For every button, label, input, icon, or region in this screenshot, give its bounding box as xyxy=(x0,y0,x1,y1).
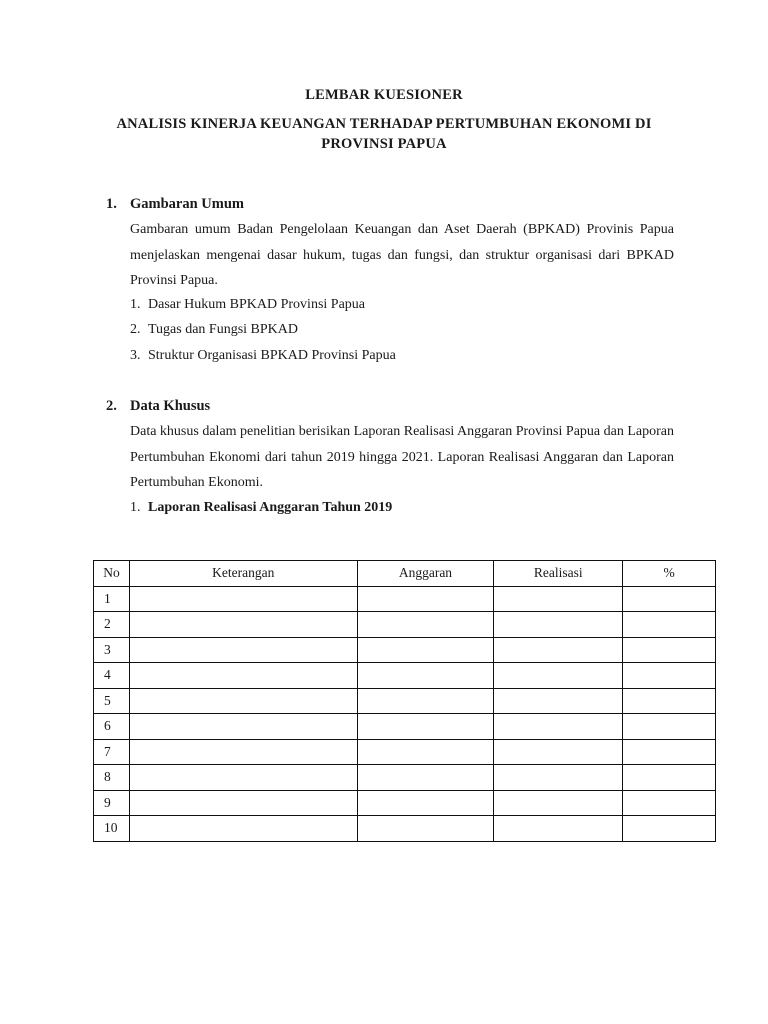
cell-anggaran xyxy=(357,790,494,816)
cell-persen xyxy=(623,714,716,740)
cell-no: 3 xyxy=(94,637,130,663)
cell-anggaran xyxy=(357,714,494,740)
cell-no: 7 xyxy=(94,739,130,765)
document-subtitle: ANALISIS KINERJA KEUANGAN TERHADAP PERTUMBUHAN EKONOMI DI PROVINSI PAPUA xyxy=(116,116,652,152)
table-row xyxy=(94,765,716,791)
cell-realisasi xyxy=(494,816,623,842)
column-header-anggaran: Anggaran xyxy=(357,561,494,587)
cell-anggaran xyxy=(357,816,494,842)
table-row xyxy=(94,663,716,689)
list-item-text: Tugas dan Fungsi BPKAD xyxy=(148,322,299,337)
column-header-keterangan: Keterangan xyxy=(129,561,357,587)
cell-persen xyxy=(623,637,716,663)
table-row xyxy=(94,816,716,842)
cell-no: 2 xyxy=(94,612,130,638)
cell-anggaran xyxy=(357,586,494,612)
cell-no: 9 xyxy=(94,790,130,816)
cell-no: 4 xyxy=(94,663,130,689)
cell-no: 1 xyxy=(94,586,130,612)
section-title: Data Khusus xyxy=(130,398,211,414)
cell-anggaran xyxy=(357,637,494,663)
cell-no: 6 xyxy=(94,714,130,740)
cell-realisasi xyxy=(494,612,623,638)
cell-realisasi xyxy=(494,637,623,663)
cell-keterangan xyxy=(129,790,357,816)
cell-keterangan xyxy=(129,816,357,842)
column-header-persen: % xyxy=(623,561,716,587)
cell-persen xyxy=(623,765,716,791)
section-heading-data-khusus xyxy=(106,398,210,415)
list-item-number: 2. xyxy=(130,322,141,337)
section-title: Gambaran Umum xyxy=(130,196,244,212)
list-item xyxy=(130,322,298,338)
cell-anggaran xyxy=(357,739,494,765)
cell-anggaran xyxy=(357,688,494,714)
cell-keterangan xyxy=(129,663,357,689)
table-row xyxy=(94,688,716,714)
cell-anggaran xyxy=(357,612,494,638)
list-item-text: Laporan Realisasi Anggaran Tahun 2019 xyxy=(148,500,393,515)
cell-no: 5 xyxy=(94,688,130,714)
cell-realisasi xyxy=(494,790,623,816)
cell-keterangan xyxy=(129,688,357,714)
cell-keterangan xyxy=(129,714,357,740)
list-item xyxy=(130,348,396,364)
cell-persen xyxy=(623,816,716,842)
cell-persen xyxy=(623,688,716,714)
list-item-text: Struktur Organisasi BPKAD Provinsi Papua xyxy=(148,348,396,363)
table-row xyxy=(94,586,716,612)
list-item-number: 1. xyxy=(130,500,141,515)
cell-persen xyxy=(623,612,716,638)
column-header-realisasi: Realisasi xyxy=(494,561,623,587)
table-row xyxy=(94,739,716,765)
table-row xyxy=(94,790,716,816)
cell-persen xyxy=(623,663,716,689)
section-paragraph-data-khusus: Data khusus dalam penelitian berisikan Laporan Realisasi Anggaran Provinsi Papua dan Laporan Pertumbuhan Ekonomi dari tahun 2019 hingga 2021. Laporan Realisasi Anggaran dan Laporan Pertumbuhan Ekonomi. xyxy=(130,424,674,490)
table-row xyxy=(94,612,716,638)
section-heading-gambaran-umum xyxy=(106,196,244,213)
cell-realisasi xyxy=(494,739,623,765)
list-item xyxy=(130,500,392,516)
cell-no: 8 xyxy=(94,765,130,791)
cell-keterangan xyxy=(129,612,357,638)
document-title: LEMBAR KUESIONER xyxy=(305,87,463,103)
cell-anggaran xyxy=(357,765,494,791)
cell-realisasi xyxy=(494,765,623,791)
cell-keterangan xyxy=(129,586,357,612)
column-header-no: No xyxy=(94,561,130,587)
cell-realisasi xyxy=(494,586,623,612)
section-paragraph-gambaran-umum: Gambaran umum Badan Pengelolaan Keuangan dan Aset Daerah (BPKAD) Provinis Papua menjelaskan mengenai dasar hukum, tugas dan fungsi, dan struktur organisasi dari BPKAD Provinsi Papua. xyxy=(130,222,674,288)
cell-persen xyxy=(623,739,716,765)
cell-keterangan xyxy=(129,637,357,663)
cell-realisasi xyxy=(494,688,623,714)
cell-persen xyxy=(623,790,716,816)
realisasi-anggaran-table xyxy=(93,560,716,842)
cell-keterangan xyxy=(129,739,357,765)
list-item-text: Dasar Hukum BPKAD Provinsi Papua xyxy=(148,297,365,312)
cell-realisasi xyxy=(494,714,623,740)
list-item xyxy=(130,297,365,313)
cell-persen xyxy=(623,586,716,612)
cell-anggaran xyxy=(357,663,494,689)
table-row xyxy=(94,637,716,663)
table-header-row xyxy=(94,561,716,587)
section-number: 2. xyxy=(106,398,117,414)
cell-realisasi xyxy=(494,663,623,689)
cell-keterangan xyxy=(129,765,357,791)
section-number: 1. xyxy=(106,196,117,212)
table-row xyxy=(94,714,716,740)
list-item-number: 3. xyxy=(130,348,141,363)
cell-no: 10 xyxy=(94,816,130,842)
list-item-number: 1. xyxy=(130,297,141,312)
